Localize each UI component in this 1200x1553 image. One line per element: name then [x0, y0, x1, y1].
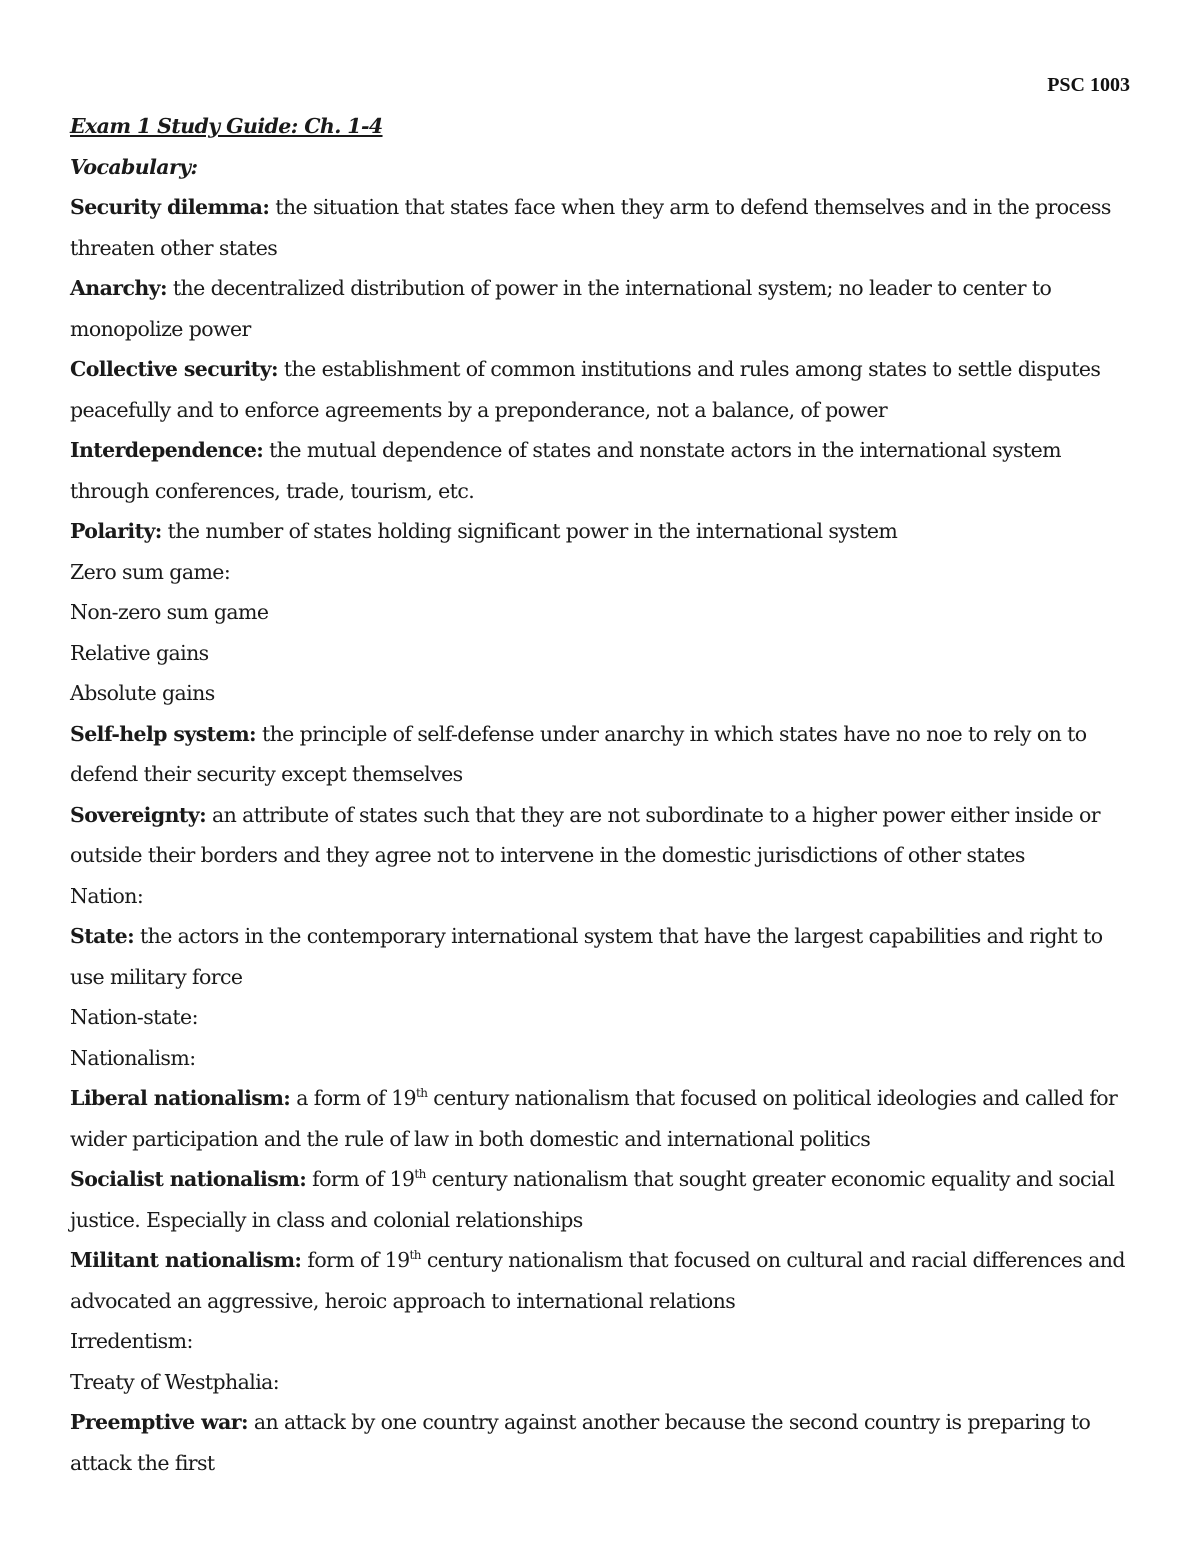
term-definition: the principle of self-defense under anarchy in which states have no noe to rely on to defend their security except themselves [70, 721, 1087, 786]
term-definition: the decentralized distribution of power in the international system; no leader to center to monopolize power [70, 276, 1052, 341]
entry-preemptive-war [70, 1402, 1132, 1483]
term-definition-rest: century nationalism that focused on political ideologies and called for wider participation and the rule of law in both domestic and international politics [70, 1086, 1118, 1151]
term-label: Polarity: [70, 519, 162, 543]
entry-relative-gains: Relative gains [70, 640, 209, 665]
term-definition-start: form of 19 [307, 1248, 410, 1272]
term-definition: an attack by one country against another because the second country is preparing to attack the first [70, 1410, 1091, 1475]
entry-state [70, 916, 1132, 997]
course-code: PSC 1003 [1047, 74, 1130, 96]
term-definition: the establishment of common institutions and rules among states to settle disputes peacefully and to enforce agreements by a preponderance, not a balance, of power [70, 357, 1101, 422]
entry-security-dilemma [70, 187, 1132, 268]
term-label: Militant nationalism: [70, 1248, 302, 1272]
entry-absolute-gains: Absolute gains [70, 681, 215, 705]
term-label: Liberal nationalism: [70, 1086, 291, 1110]
term-definition-rest: century nationalism that sought greater economic equality and social justice. Especially in class and colonial relationships [70, 1167, 1115, 1232]
term-label: Interdependence: [70, 438, 264, 462]
term-label: State: [70, 924, 135, 948]
entry-self-help-system [70, 714, 1132, 795]
entry-interdependence [70, 430, 1132, 511]
entry-irredentism: Irredentism: [70, 1329, 193, 1353]
study-guide-title: Exam 1 Study Guide: Ch. 1-4 [70, 114, 383, 138]
entry-anarchy [70, 268, 1132, 349]
term-label: Sovereignty: [70, 802, 207, 827]
entry-polarity [70, 511, 1132, 552]
term-label: Anarchy: [70, 276, 167, 300]
entry-zero-sum-game: Zero sum game: [70, 559, 231, 584]
term-definition-rest: century nationalism that focused on cultural and racial differences and advocated an aggressive, heroic approach to international relations [70, 1248, 1125, 1313]
term-definition: the number of states holding significant power in the international system [167, 519, 898, 543]
entry-treaty-of-westphalia: Treaty of Westphalia: [70, 1369, 280, 1394]
ordinal-superscript: th [409, 1248, 421, 1262]
entry-nation-state: Nation-state: [70, 1005, 198, 1029]
term-label: Security dilemma: [70, 195, 270, 219]
term-definition: an attribute of states such that they are not subordinate to a higher power either inside or outside their borders and they agree not to intervene in the domestic jurisdictions of other states [70, 802, 1100, 867]
term-definition-start: a form of 19 [296, 1086, 416, 1110]
entry-militant-nationalism [70, 1240, 1132, 1321]
term-label: Socialist nationalism: [70, 1167, 307, 1191]
vocabulary-heading: Vocabulary: [70, 154, 198, 179]
ordinal-superscript: th [414, 1167, 426, 1181]
entry-socialist-nationalism [70, 1159, 1132, 1240]
entry-non-zero-sum-game: Non-zero sum game [70, 600, 269, 624]
entry-liberal-nationalism [70, 1078, 1132, 1159]
term-label: Collective security: [70, 357, 278, 381]
term-label: Preemptive war: [70, 1410, 248, 1434]
entry-sovereignty [70, 795, 1132, 876]
term-definition: the mutual dependence of states and nonstate actors in the international system through conferences, trade, tourism, etc. [70, 438, 1061, 503]
entry-nationalism: Nationalism: [70, 1045, 196, 1070]
study-guide-content [70, 106, 1132, 1483]
entry-collective-security [70, 349, 1132, 430]
term-definition: the actors in the contemporary international system that have the largest capabilities and right to use military force [70, 924, 1103, 989]
term-definition-start: form of 19 [312, 1167, 415, 1191]
entry-nation: Nation: [70, 883, 144, 908]
term-label: Self-help system: [70, 721, 257, 746]
ordinal-superscript: th [415, 1086, 428, 1100]
term-definition: the situation that states face when they arm to defend themselves and in the process threaten other states [70, 195, 1111, 260]
